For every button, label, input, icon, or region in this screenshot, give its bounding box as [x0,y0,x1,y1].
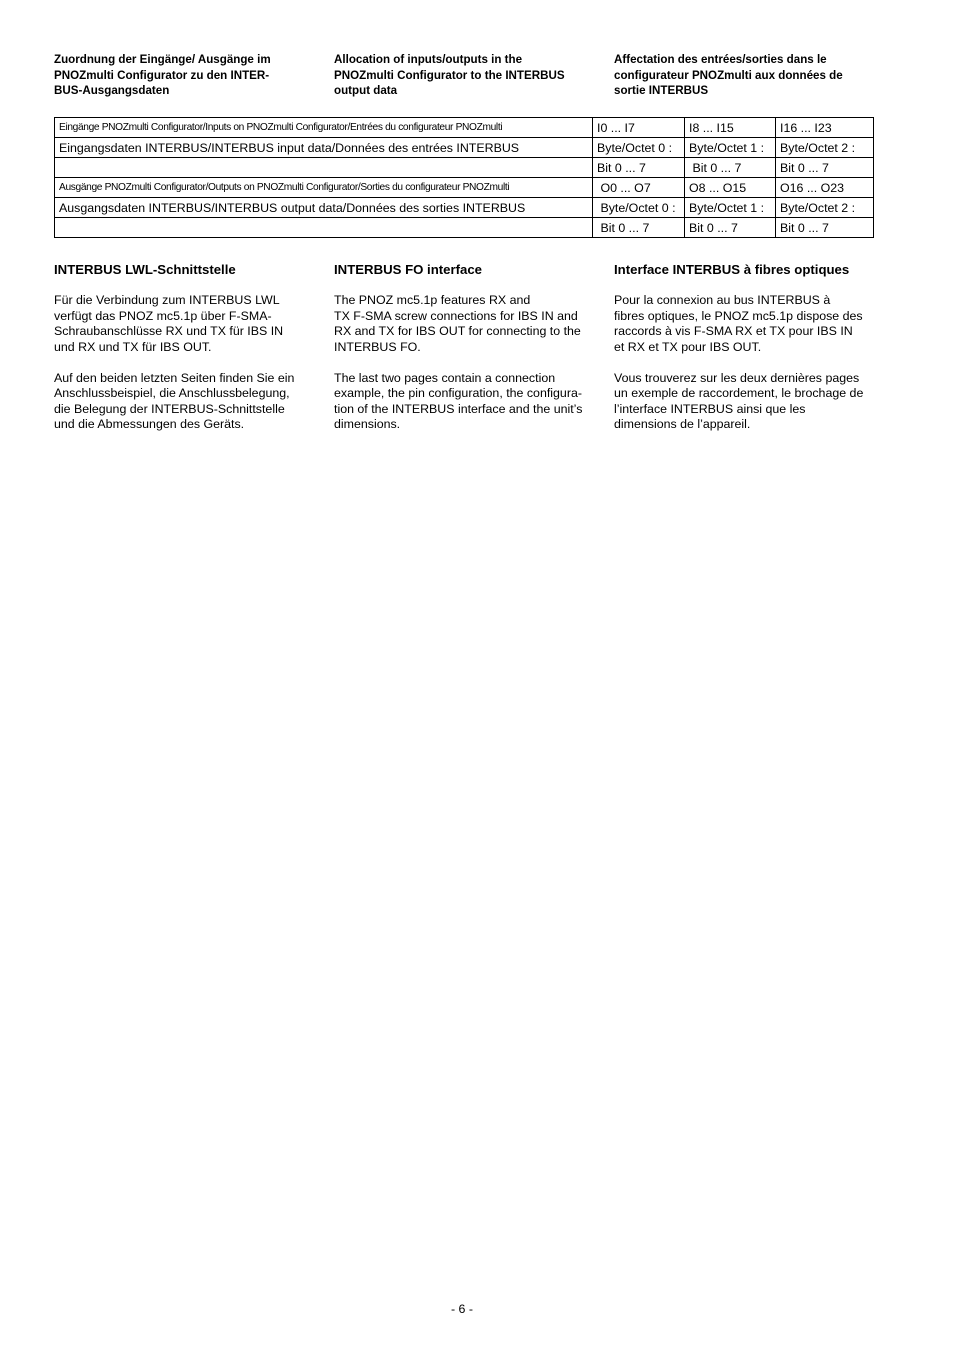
allocation-table [54,117,874,238]
table-cell: Ausgangsdaten INTERBUS/INTERBUS output data/Données des sorties INTERBUS [55,198,593,218]
table-cell: Bit 0 ... 7 [776,218,874,238]
text-line: TX F-SMA screw connections for IBS IN and [334,308,578,323]
heading-line: BUS-Ausgangsdaten [54,84,170,97]
table-cell: Byte/Octet 0 : [593,138,685,158]
heading-line: Zuordnung der Eingänge/ Ausgänge im [54,53,271,66]
table-cell: Bit 0 ... 7 [593,218,685,238]
heading-line: PNOZmulti Configurator zu den INTER- [54,68,270,82]
heading-line: Allocation of inputs/outputs in the [334,53,523,66]
table-row [55,118,874,138]
text-line: The last two pages contain a connection [334,370,556,385]
section-title: INTERBUS LWL-Schnittstelle [54,262,236,277]
page-number: - 6 - [450,1302,474,1316]
table-row [55,198,874,218]
text-line: INTERBUS FO. [334,339,421,354]
text-line: dimensions de l’appareil. [614,417,751,431]
section-de [54,262,316,448]
text-line: die Belegung der INTERBUS-Schnittstelle [54,401,285,416]
section-fr [614,262,876,448]
text-line: Pour la connexion au bus INTERBUS à [614,293,831,307]
table-cell: I8 ... I15 [685,118,776,138]
text-line: fibres optiques, le PNOZ mc5.1p dispose des [614,308,863,323]
table-cell [55,158,593,178]
table-cell: O16 ... O23 [776,178,874,198]
table-cell: Byte/Octet 2 : [776,138,874,158]
section-title: Interface INTERBUS à fibres optiques [614,262,850,277]
text-line: RX and TX for IBS OUT for connecting to the [334,324,581,338]
text-line: et RX et TX pour IBS OUT. [614,339,762,354]
text-line: Für die Verbindung zum INTERBUS LWL [54,293,280,307]
heading-en [334,52,596,99]
table-cell: O8 ... O15 [685,178,776,198]
table-row [55,178,874,198]
text-line: un exemple de raccordement, le brochage de [614,386,864,400]
table-row [55,158,874,178]
text-line: tion of the INTERBUS interface and the unit’s [334,401,583,416]
table-cell: Eingänge PNOZmulti Configurator/Inputs on PNOZmulti Configurator/Entrées du configurateur PNOZmulti [55,118,593,138]
text-line: Anschlussbeispiel, die Anschlussbelegung, [54,386,290,400]
table-cell: Bit 0 ... 7 [776,158,874,178]
text-line: l’interface INTERBUS ainsi que les [614,401,806,416]
heading-de [54,52,316,99]
table-cell [55,218,593,238]
text-line: example, the pin configuration, the configura- [334,386,582,400]
heading-line: sortie INTERBUS [614,84,709,97]
table-cell: Bit 0 ... 7 [685,158,776,178]
table-cell: Byte/Octet 1 : [685,138,776,158]
section-en [334,262,596,448]
table-cell: Byte/Octet 1 : [685,198,776,218]
heading-fr [614,52,876,99]
text-line: Vous trouverez sur les deux dernières pages [614,370,860,385]
table-row [55,218,874,238]
heading-line: output data [334,84,398,97]
table-cell: Ausgänge PNOZmulti Configurator/Outputs on PNOZmulti Configurator/Sorties du configurateur PNOZmulti [55,178,593,198]
table-cell: O0 ... O7 [593,178,685,198]
heading-line: PNOZmulti Configurator to the INTERBUS [334,68,565,82]
text-line: dimensions. [334,417,401,431]
section-title: INTERBUS FO interface [334,262,483,277]
text-line: The PNOZ mc5.1p features RX and [334,293,531,307]
text-line: und die Abmessungen des Geräts. [54,417,245,431]
table-cell: Bit 0 ... 7 [593,158,685,178]
table-cell: I0 ... I7 [593,118,685,138]
heading-line: configurateur PNOZmulti aux données de [614,68,843,82]
text-line: und RX und TX für IBS OUT. [54,339,212,354]
table-cell: Eingangsdaten INTERBUS/INTERBUS input data/Données des entrées INTERBUS [55,138,593,158]
table-row [55,138,874,158]
table-cell: Byte/Octet 0 : [593,198,685,218]
heading-line: Affectation des entrées/sorties dans le [614,53,827,66]
text-line: verfügt das PNOZ mc5.1p über F-SMA- [54,308,272,323]
table-cell: I16 ... I23 [776,118,874,138]
text-line: Schraubanschlüsse RX und TX für IBS IN [54,324,284,338]
table-cell: Byte/Octet 2 : [776,198,874,218]
table-cell: Bit 0 ... 7 [685,218,776,238]
text-line: raccords à vis F-SMA RX et TX pour IBS IN [614,324,853,338]
text-line: Auf den beiden letzten Seiten finden Sie ein [54,370,295,385]
